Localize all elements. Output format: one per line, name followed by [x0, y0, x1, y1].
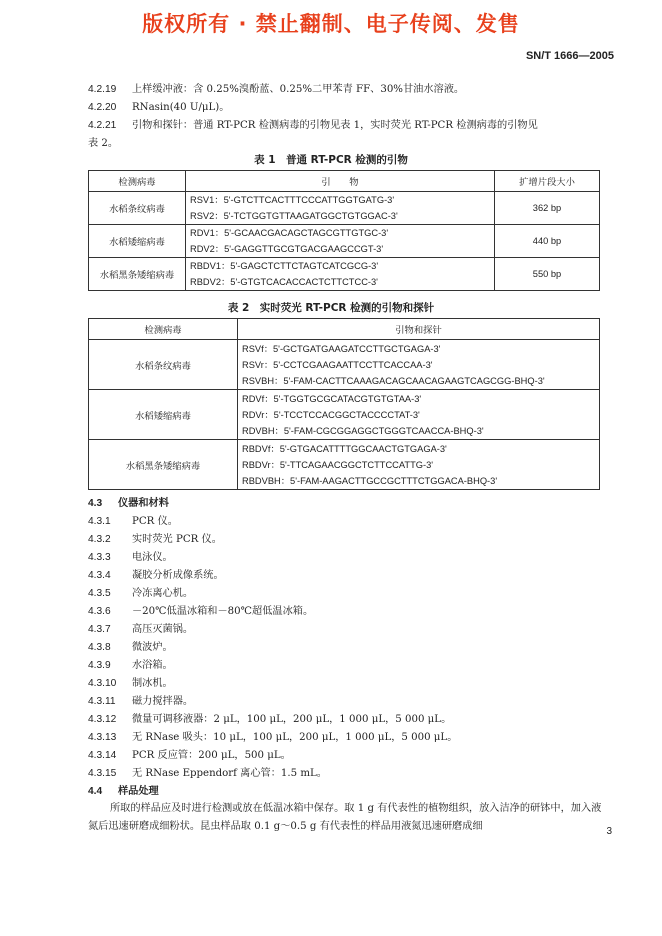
table-cell: 水稻矮缩病毒 [89, 390, 238, 440]
list-item-continued: 表 2。 [88, 138, 119, 149]
watermark: 版权所有 · 禁止翻制、电子传阅、发售 [142, 12, 520, 36]
table-row [89, 440, 600, 490]
table-row [89, 258, 600, 291]
list-item: 4.2.21 引物和探针：普通 RT-PCR 检测病毒的引物见表 1，实时荧光 RT-PCR 检测病毒的引物见 [88, 120, 538, 131]
table-cell: 440 bp [495, 225, 600, 258]
table-header: 引 物 [186, 171, 495, 192]
table-header-row [89, 319, 600, 340]
table-cell: 水稻条纹病毒 [89, 340, 238, 390]
paragraph: 所取的样品应及时进行检测或放在低温冰箱中保存。取 1 g 有代表性的植物组织，放入洁净的研钵中，加入液氮后迅速研磨成细粉状。昆虫样品取 0.1 g～0.5 g 有代表性的样品用液氮迅速研磨成细 [88, 803, 602, 832]
table-row [89, 225, 600, 258]
table-row [89, 192, 600, 225]
table-cell: RDVf：5'-TGGTGCGCATACGTGTGTAA-3' RDVr：5'-TCCTCCACGGCTACCCCTAT-3' RDVBH：5'-FAM-CGCGGAGGCTGGGTCAACCA-BHQ-3' [238, 390, 600, 440]
list-item: 4.3.11 磁力搅拌器。 [88, 696, 194, 707]
table1 [88, 170, 600, 291]
list-item: 4.3.3 电泳仪。 [88, 552, 173, 563]
table-header: 扩增片段大小 [495, 171, 600, 192]
table-cell: RBDV1：5'-GAGCTCTTCTAGTCATCGCG-3' RBDV2：5'-GTGTCACACCACTCTTCTCC-3' [186, 258, 495, 291]
table-cell: RSVf：5'-GCTGATGAAGATCCTTGCTGAGA-3' RSVr：5'-CCTCGAAGAATTCCTTCACCAA-3' RSVBH：5'-FAM-CACTTCAAAGACAGCAACAGAAGTCAGCGG-BHQ-3' [238, 340, 600, 390]
list-item: 4.2.20 RNasin(40 U/μL)。 [88, 102, 230, 113]
list-item: 4.3.5 冷冻离心机。 [88, 588, 194, 599]
list-item: 4.2.19 上样缓冲液：含 0.25%溴酚蓝、0.25%二甲苯青 FF、30%甘油水溶液。 [88, 84, 465, 95]
section-heading: 4.3 仪器和材料 [88, 498, 169, 509]
table-cell: RDV1：5'-GCAACGACAGCTAGCGTTGTGC-3' RDV2：5'-GAGGTTGCGTGACGAAGCCGT-3' [186, 225, 495, 258]
table-row [89, 340, 600, 390]
standard-number: SN/T 1666—2005 [525, 50, 614, 62]
list-item: 4.3.8 微波炉。 [88, 642, 173, 653]
table-cell: 550 bp [495, 258, 600, 291]
list-item: 4.3.6 －20℃低温冰箱和－80℃超低温冰箱。 [88, 606, 314, 617]
list-item: 4.3.2 实时荧光 PCR 仪。 [88, 534, 222, 545]
list-item: 4.3.10 制冰机。 [88, 678, 173, 689]
list-item: 4.3.12 微量可调移液器：2 μL，100 μL，200 μL，1 000 μL，5 000 μL。 [88, 714, 452, 725]
table-header: 检测病毒 [89, 319, 238, 340]
list-item: 4.3.4 凝胶分析成像系统。 [88, 570, 224, 581]
table2-caption: 表 2 实时荧光 RT-PCR 检测的引物和探针 [227, 302, 435, 314]
list-item: 4.3.14 PCR 反应管：200 μL，500 μL。 [88, 750, 291, 761]
table-cell: 水稻矮缩病毒 [89, 225, 186, 258]
table2 [88, 318, 600, 490]
table-cell: 水稻条纹病毒 [89, 192, 186, 225]
table-header-row [89, 171, 600, 192]
table-cell: RBDVf：5'-GTGACATTTTGGCAACTGTGAGA-3' RBDVr：5'-TTCAGAACGGCTCTTCCATTG-3' RBDVBH：5'-FAM-AAGACTTGCCGCTTTCTGGACA-BHQ-3' [238, 440, 600, 490]
list-item: 4.3.13 无 RNase 吸头：10 μL，100 μL，200 μL，1 000 μL，5 000 μL。 [88, 732, 458, 743]
table-header: 检测病毒 [89, 171, 186, 192]
list-item: 4.3.1 PCR 仪。 [88, 516, 178, 527]
table-cell: 水稻黑条矮缩病毒 [89, 258, 186, 291]
list-item: 4.3.7 高压灭菌锅。 [88, 624, 194, 635]
table-cell: 水稻黑条矮缩病毒 [89, 440, 238, 490]
table-cell: 362 bp [495, 192, 600, 225]
table-header: 引物和探针 [238, 319, 600, 340]
list-item: 4.3.15 无 RNase Eppendorf 离心管：1.5 mL。 [88, 768, 327, 779]
section-heading: 4.4 样品处理 [88, 786, 159, 797]
list-item: 4.3.9 水浴箱。 [88, 660, 173, 671]
table-row [89, 390, 600, 440]
table1-caption: 表 1 普通 RT-PCR 检测的引物 [254, 154, 408, 166]
table-cell: RSV1：5'-GTCTTCACTTTCCCATTGGTGATG-3' RSV2：5'-TCTGGTGTTAAGATGGCTGTGGAC-3' [186, 192, 495, 225]
page-number: 3 [606, 826, 612, 837]
